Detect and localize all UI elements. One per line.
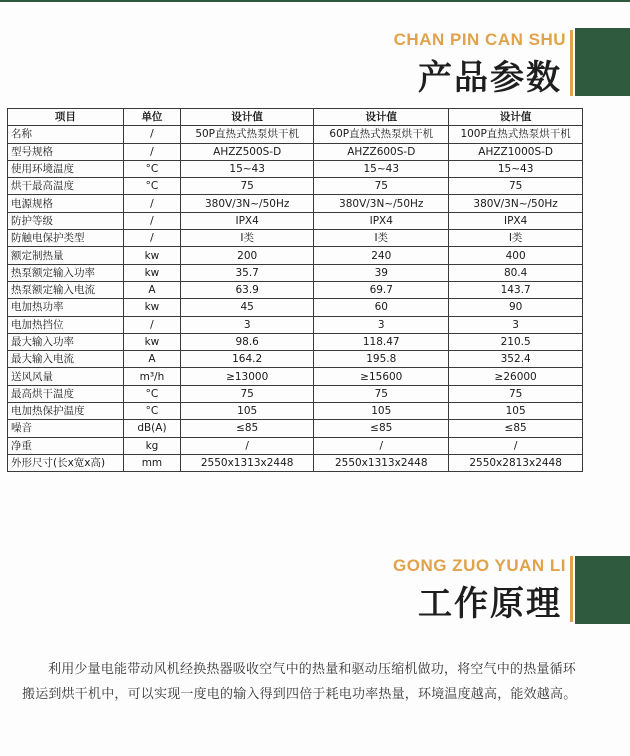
row-label-cell: 外形尺寸(长x宽x高) (8, 454, 124, 471)
value-cell: 380V/3N~/50Hz (314, 195, 449, 212)
row-label-cell: 防触电保护类型 (8, 230, 124, 247)
unit-cell: dB(A) (123, 420, 180, 437)
row-label-cell: 最大输入功率 (8, 333, 124, 350)
value-cell: / (449, 437, 583, 454)
product-params-zh-title: 产品参数 (418, 58, 562, 98)
value-cell: 2550x1313x2448 (181, 454, 314, 471)
table-row (8, 195, 583, 212)
value-cell: 75 (449, 385, 583, 402)
table-row (8, 368, 583, 385)
unit-cell: kw (123, 247, 180, 264)
value-cell: 164.2 (181, 351, 314, 368)
unit-cell: A (123, 281, 180, 298)
value-cell: 45 (181, 299, 314, 316)
value-cell: 35.7 (181, 264, 314, 281)
row-label-cell: 电加热保护温度 (8, 403, 124, 420)
row-label-cell: 噪音 (8, 420, 124, 437)
product-params-en-title: CHAN PIN CAN SHU (393, 30, 566, 49)
value-cell: IPX4 (449, 212, 583, 229)
unit-cell: kw (123, 264, 180, 281)
value-cell: IPX4 (181, 212, 314, 229)
value-cell: AHZZ600S-D (314, 143, 449, 160)
value-cell: 98.6 (181, 333, 314, 350)
table-row (8, 264, 583, 281)
unit-cell: °C (123, 160, 180, 177)
unit-cell: kw (123, 333, 180, 350)
value-cell: IPX4 (314, 212, 449, 229)
value-cell: ≥15600 (314, 368, 449, 385)
table-row (8, 281, 583, 298)
value-cell: ≤85 (449, 420, 583, 437)
value-cell: 3 (449, 316, 583, 333)
value-cell: / (181, 437, 314, 454)
value-cell: 118.47 (314, 333, 449, 350)
row-label-cell: 送风风量 (8, 368, 124, 385)
value-cell: 15~43 (181, 160, 314, 177)
value-cell: 352.4 (449, 351, 583, 368)
header-green-block (575, 28, 630, 96)
working-principle-text: 利用少量电能带动风机经换热器吸收空气中的热量和驱动压缩机做功，将空气中的热量循环搬运到烘干机中，可以实现一度电的输入得到四倍于耗电功率热量，环境温度越高，能效越高。 (22, 662, 577, 702)
row-label-cell: 最高烘干温度 (8, 385, 124, 402)
value-cell: 75 (181, 385, 314, 402)
row-label-cell: 净重 (8, 437, 124, 454)
value-cell: ≥26000 (449, 368, 583, 385)
row-label-cell: 型号规格 (8, 143, 124, 160)
value-cell: 105 (449, 403, 583, 420)
value-cell: / (314, 437, 449, 454)
value-cell: 105 (314, 403, 449, 420)
value-cell: 50P直热式热泵烘干机 (181, 126, 314, 143)
value-cell: I类 (449, 230, 583, 247)
value-cell: 75 (314, 178, 449, 195)
unit-cell: mm (123, 454, 180, 471)
row-label-cell: 热泵额定输入功率 (8, 264, 124, 281)
row-label-cell: 电源规格 (8, 195, 124, 212)
col-header-item: 项目 (8, 109, 124, 126)
table-row (8, 385, 583, 402)
value-cell: 210.5 (449, 333, 583, 350)
row-label-cell: 电加热挡位 (8, 316, 124, 333)
col-header-design-value: 设计值 (449, 109, 583, 126)
table-row (8, 454, 583, 471)
unit-cell: kw (123, 299, 180, 316)
value-cell: ≥13000 (181, 368, 314, 385)
value-cell: 60 (314, 299, 449, 316)
table-row (8, 420, 583, 437)
table-row (8, 178, 583, 195)
row-label-cell: 电加热功率 (8, 299, 124, 316)
working-principle-zh-title: 工作原理 (418, 584, 562, 624)
value-cell: ≤85 (314, 420, 449, 437)
unit-cell: / (123, 143, 180, 160)
table-row (8, 333, 583, 350)
value-cell: 240 (314, 247, 449, 264)
value-cell: AHZZ1000S-D (449, 143, 583, 160)
table-row (8, 160, 583, 177)
value-cell: AHZZ500S-D (181, 143, 314, 160)
unit-cell: kg (123, 437, 180, 454)
row-label-cell: 最大输入电流 (8, 351, 124, 368)
value-cell: 90 (449, 299, 583, 316)
table-row (8, 299, 583, 316)
value-cell: 69.7 (314, 281, 449, 298)
unit-cell: m³/h (123, 368, 180, 385)
working-principle-en-title: GONG ZUO YUAN LI (393, 556, 566, 575)
unit-cell: / (123, 230, 180, 247)
value-cell: 400 (449, 247, 583, 264)
unit-cell: A (123, 351, 180, 368)
table-row (8, 437, 583, 454)
value-cell: 2550x1313x2448 (314, 454, 449, 471)
spec-table (7, 108, 583, 472)
value-cell: 75 (449, 178, 583, 195)
header-accent-line (570, 30, 573, 96)
unit-cell: °C (123, 178, 180, 195)
unit-cell: °C (123, 403, 180, 420)
unit-cell: / (123, 212, 180, 229)
row-label-cell: 名称 (8, 126, 124, 143)
value-cell: 3 (181, 316, 314, 333)
table-row (8, 126, 583, 143)
value-cell: 143.7 (449, 281, 583, 298)
row-label-cell: 防护等级 (8, 212, 124, 229)
table-row (8, 143, 583, 160)
table-row (8, 212, 583, 229)
table-row (8, 351, 583, 368)
row-label-cell: 烘干最高温度 (8, 178, 124, 195)
value-cell: 100P直热式热泵烘干机 (449, 126, 583, 143)
value-cell: 63.9 (181, 281, 314, 298)
table-row (8, 247, 583, 264)
value-cell: 39 (314, 264, 449, 281)
header-green-block (575, 556, 630, 624)
value-cell: 195.8 (314, 351, 449, 368)
value-cell: 75 (314, 385, 449, 402)
table-row (8, 316, 583, 333)
col-header-unit: 单位 (123, 109, 180, 126)
header-accent-line (570, 556, 573, 622)
value-cell: 105 (181, 403, 314, 420)
value-cell: 380V/3N~/50Hz (449, 195, 583, 212)
value-cell: I类 (181, 230, 314, 247)
value-cell: 15~43 (449, 160, 583, 177)
value-cell: 3 (314, 316, 449, 333)
value-cell: 380V/3N~/50Hz (181, 195, 314, 212)
value-cell: 15~43 (314, 160, 449, 177)
value-cell: 2550x2813x2448 (449, 454, 583, 471)
row-label-cell: 使用环境温度 (8, 160, 124, 177)
value-cell: ≤85 (181, 420, 314, 437)
col-header-design-value: 设计值 (181, 109, 314, 126)
value-cell: 75 (181, 178, 314, 195)
unit-cell: / (123, 126, 180, 143)
top-green-bar (0, 0, 630, 2)
value-cell: I类 (314, 230, 449, 247)
table-row (8, 230, 583, 247)
col-header-design-value: 设计值 (314, 109, 449, 126)
unit-cell: / (123, 195, 180, 212)
spec-table-header-row (8, 109, 583, 126)
unit-cell: °C (123, 385, 180, 402)
value-cell: 80.4 (449, 264, 583, 281)
table-row (8, 403, 583, 420)
row-label-cell: 额定制热量 (8, 247, 124, 264)
unit-cell: / (123, 316, 180, 333)
value-cell: 200 (181, 247, 314, 264)
row-label-cell: 热泵额定输入电流 (8, 281, 124, 298)
value-cell: 60P直热式热泵烘干机 (314, 126, 449, 143)
